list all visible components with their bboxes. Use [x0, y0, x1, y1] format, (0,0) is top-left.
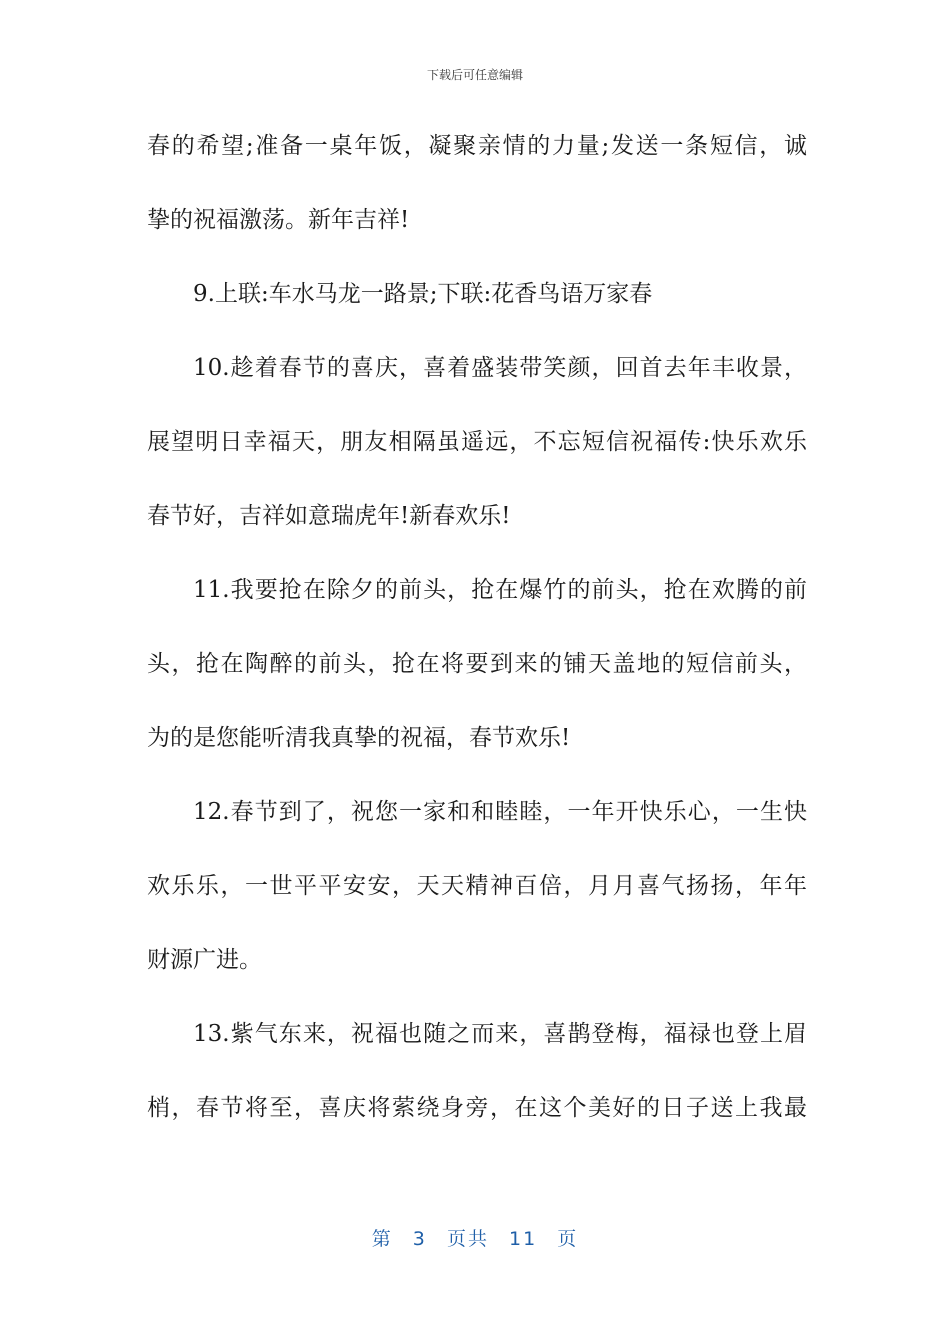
- text-line: 挚的祝福激荡。新年吉祥!: [147, 207, 410, 233]
- page-header-note: 下载后可任意编辑: [426, 68, 523, 82]
- footer-page-suffix: 页: [557, 1228, 579, 1250]
- text-line: 12.春节到了，祝您一家和和睦睦，一年开快乐心，一生快: [193, 799, 807, 825]
- text-line: 11.我要抢在除夕的前头，抢在爆竹的前头，抢在欢腾的前: [193, 577, 807, 603]
- footer-page-mid: 页共: [446, 1228, 489, 1250]
- footer-page-prefix: 第: [371, 1228, 393, 1250]
- text-line: 欢乐乐，一世平平安安，天天精神百倍，月月喜气扬扬，年年: [147, 873, 807, 899]
- text-line: 13.紫气东来，祝福也随之而来，喜鹊登梅，福禄也登上眉: [193, 1021, 807, 1047]
- footer-current-page: 3: [412, 1228, 427, 1250]
- text-line: 10.趁着春节的喜庆，喜着盛装带笑颜，回首去年丰收景，: [193, 355, 807, 381]
- text-line: 为的是您能听清我真挚的祝福，春节欢乐!: [147, 725, 571, 751]
- text-line: 春节好，吉祥如意瑞虎年!新春欢乐!: [147, 503, 511, 529]
- footer-total-pages: 11: [509, 1228, 538, 1250]
- text-line: 头，抢在陶醉的前头，抢在将要到来的铺天盖地的短信前头，: [147, 651, 807, 677]
- text-line: 财源广进。: [147, 947, 262, 973]
- document-body: [147, 126, 807, 1162]
- text-line: 春的希望;准备一桌年饭，凝聚亲情的力量;发送一条短信，诚: [147, 133, 807, 159]
- page-footer: [0, 1224, 950, 1251]
- text-line: 9.上联:车水马龙一路景;下联:花香鸟语万家春: [193, 281, 653, 307]
- text-line: 展望明日幸福天，朋友相隔虽遥远，不忘短信祝福传:快乐欢乐: [147, 429, 807, 455]
- text-line: 梢，春节将至，喜庆将萦绕身旁，在这个美好的日子送上我最: [147, 1095, 807, 1121]
